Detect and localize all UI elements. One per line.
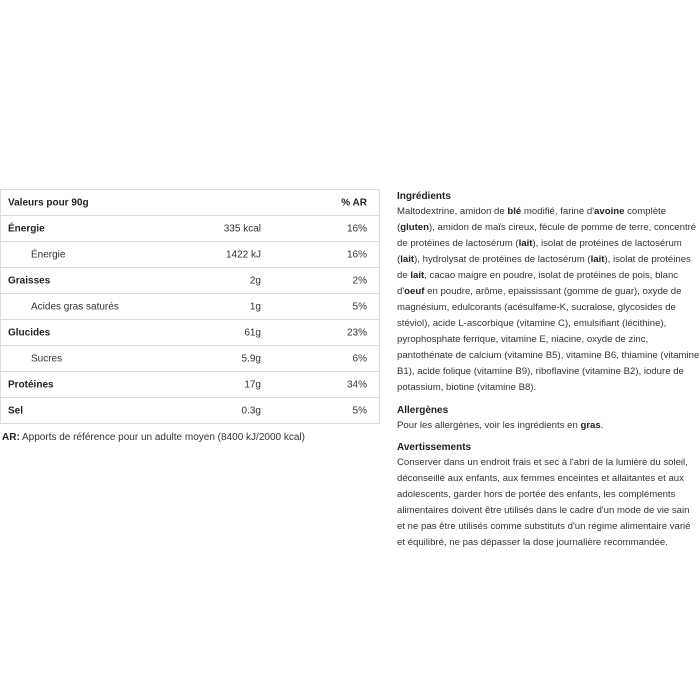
nutrient-ar: 5% (352, 301, 367, 312)
text-line: d'oeuf en poudre, arôme, epaississant (gomme de guar), oxyde de (397, 286, 682, 297)
text-line: magnésium, edulcorants (acésulfame-K, sucralose, glycosides de (397, 302, 676, 313)
allergens-title: Allergènes (397, 405, 449, 416)
nutrient-value: 61g (244, 327, 261, 338)
nutrient-value: 17g (244, 379, 261, 390)
text-line: et ne pas être utilisés comme substituts d'un régime alimentaire varié (397, 521, 691, 532)
nutrient-label: Sucres (31, 353, 63, 364)
nutrition-row-carbs (1, 320, 379, 346)
nutrition-row-fat (1, 268, 379, 294)
ingredients-title: Ingrédients (397, 191, 451, 202)
text-line: pyrophosphate ferrique, vitamine E, niacine, oxyde de zinc, (397, 334, 649, 345)
allergen-highlight: oeuf (404, 286, 425, 297)
ingredients-text (397, 204, 700, 396)
nutrient-value: 1422 kJ (225, 249, 261, 260)
text-line: adolescents, garder hors de portée des enfants, les compléments (397, 489, 676, 500)
footnote-abbr: AR: (2, 432, 20, 443)
product-info-column (397, 190, 700, 551)
nutrient-ar: 34% (346, 379, 367, 390)
nutrient-value: 0.3g (241, 405, 261, 417)
warnings-section (397, 441, 697, 551)
nutrient-label: Graisses (8, 275, 51, 286)
nutrient-value: 5.9g (241, 353, 261, 364)
ingredients-section (397, 190, 700, 396)
reference-intake-footnote (2, 432, 305, 443)
nutrition-row-salt (1, 398, 379, 424)
text-line: et équilibré, ne pas dépasser la dose journalière recommandée. (397, 537, 668, 548)
nutrition-row-sugars (1, 346, 379, 372)
nutrient-value: 335 kcal (223, 223, 261, 234)
nutrition-header-row (1, 190, 379, 216)
allergen-highlight: gras (580, 420, 601, 431)
warnings-text (397, 455, 697, 551)
text-line: pantothénate de calcium (vitamine B5), vitamine B6, thiamine (vitamine (397, 350, 700, 361)
text-line: Maltodextrine, amidon de blé modifié, farine d'avoine complète (397, 206, 667, 217)
text-line: B1), acide folique (vitamine B9), riboflavine (vitamine B2), iodure de (397, 366, 684, 377)
footnote-text: Apports de référence pour un adulte moyen (8400 kJ/2000 kcal) (19, 432, 305, 443)
nutrient-ar: 6% (352, 353, 367, 364)
text-line: Conserver dans un endroit frais et sec à l'abri de la lumière du soleil, (397, 457, 688, 468)
nutrition-header-ar: % AR (341, 197, 367, 208)
allergens-text (397, 418, 697, 434)
text-line: de lait, cacao maigre en poudre, isolat de protéines de pois, blanc (397, 270, 679, 281)
nutrient-value: 2g (249, 275, 261, 286)
nutrient-label: Sel (8, 405, 24, 417)
allergen-highlight: lait (590, 254, 605, 265)
nutrient-ar: 5% (352, 405, 367, 417)
text-line: Pour les allergènes, voir les ingrédients en gras. (397, 420, 604, 431)
nutrient-label: Protéines (8, 379, 54, 390)
allergen-highlight: gluten (400, 222, 429, 233)
allergens-section (397, 404, 697, 434)
text-line: alimentaires doivent être utilisés dans le cadre d'un mode de vie sain (397, 505, 690, 516)
warnings-title: Avertissements (397, 442, 472, 453)
text-line: de protéines de lactosérum (lait), isolat de protéines de lactosérum (397, 238, 682, 249)
text-line: stéviol), acide L-ascorbique (vitamine C), emulsifiant (lécithine), (397, 318, 667, 329)
allergen-highlight: lait (410, 270, 425, 281)
nutrition-header-label: Valeurs pour 90g (8, 197, 89, 208)
nutrient-ar: 2% (352, 275, 367, 286)
nutrient-label: Énergie (31, 249, 66, 260)
nutrition-row-saturated-fat (1, 294, 379, 320)
nutrient-ar: 16% (346, 223, 367, 234)
nutrient-ar: 23% (346, 327, 367, 338)
text-line: (lait), hydrolysat de protéines de lactosérum (lait), isolat de protéines (397, 254, 691, 265)
allergen-highlight: lait (518, 238, 533, 249)
nutrition-row-energy-kcal (1, 216, 379, 242)
nutrient-value: 1g (249, 301, 261, 312)
text-line: potassium, biotine (vitamine B8). (397, 382, 537, 393)
nutrition-row-energy-kj (1, 242, 379, 268)
nutrient-label: Acides gras saturés (31, 301, 119, 312)
allergen-highlight: avoine (594, 206, 625, 217)
nutrient-label: Glucides (8, 327, 51, 338)
nutrition-row-protein (1, 372, 379, 398)
nutrition-table (0, 189, 380, 424)
allergen-highlight: lait (400, 254, 415, 265)
nutrient-label: Énergie (8, 223, 45, 234)
nutrient-ar: 16% (346, 249, 367, 260)
allergen-highlight: blé (507, 206, 522, 217)
text-line: (gluten), amidon de maïs cireux, fécule de pomme de terre, concentré (397, 222, 697, 233)
text-line: déconseillé aux enfants, aux femmes enceintes et allaitantes et aux (397, 473, 684, 484)
